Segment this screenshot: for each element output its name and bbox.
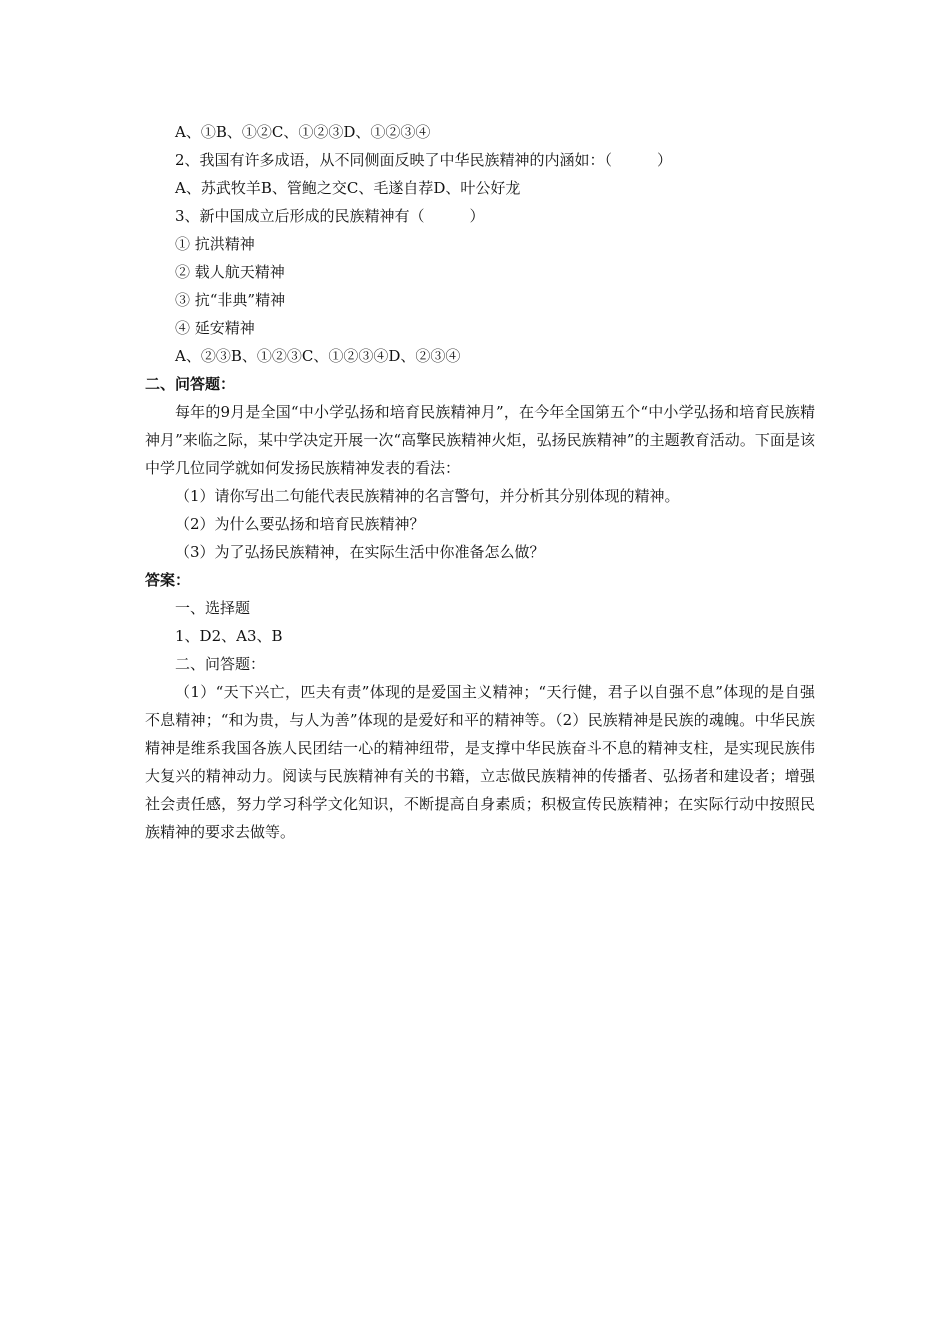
- q3-item: ② 载人航天精神: [175, 263, 285, 281]
- choice-answers: 1、D2、A3、B: [175, 627, 283, 645]
- q2-stem: 2、我国有许多成语，从不同侧面反映了中华民族精神的内涵如：（ ）: [175, 151, 673, 169]
- document-body: [145, 118, 815, 846]
- essay-question: （2）为什么要弘扬和培育民族精神？: [175, 515, 425, 533]
- essay-answer: （1）“天下兴亡，匹夫有责”体现的是爱国主义精神；“天行健，君子以自强不息”体现的是自强不息精神；“和为贵，与人为善”体现的是爱好和平的精神等。（2）民族精神是民族的魂魄。中华民族精神是维系我国各族人民团结一心的精神纽带，是支撑中华民族奋斗不息的精神支柱，是实现民族伟大复兴的精神动力。阅读与民族精神有关的书籍，立志做民族精神的传播者、弘扬者和建设者；增强社会责任感，努力学习科学文化知识，不断提高自身素质；积极宣传民族精神；在实际行动中按照民族精神的要求去做等。: [145, 683, 815, 841]
- q1-options: A、①B、①②C、①②③D、①②③④: [175, 123, 431, 141]
- q3-options: A、②③B、①②③C、①②③④D、②③④: [175, 347, 461, 365]
- q3-item: ① 抗洪精神: [175, 235, 255, 253]
- answers-subheading-choice: 一、选择题: [175, 599, 251, 617]
- q3-item: ③ 抗“非典”精神: [175, 291, 286, 309]
- section-heading-essay: 二、问答题：: [145, 375, 236, 393]
- answers-subheading-essay: 二、问答题：: [175, 655, 266, 673]
- answers-heading: 答案：: [145, 571, 191, 589]
- q3-item: ④ 延安精神: [175, 319, 255, 337]
- q3-stem: 3、新中国成立后形成的民族精神有（ ）: [175, 207, 485, 225]
- essay-question: （1）请你写出二句能代表民族精神的名言警句，并分析其分别体现的精神。: [175, 487, 680, 505]
- essay-intro: 每年的9月是全国“中小学弘扬和培育民族精神月”，在今年全国第五个“中小学弘扬和培育民族精神月”来临之际，某中学决定开展一次“高擎民族精神火炬，弘扬民族精神”的主题教育活动。下面是该中学几位同学就如何发扬民族精神发表的看法：: [145, 403, 815, 477]
- q2-options: A、苏武牧羊B、管鲍之交C、毛遂自荐D、叶公好龙: [175, 179, 521, 197]
- essay-question: （3）为了弘扬民族精神，在实际生活中你准备怎么做？: [175, 543, 545, 561]
